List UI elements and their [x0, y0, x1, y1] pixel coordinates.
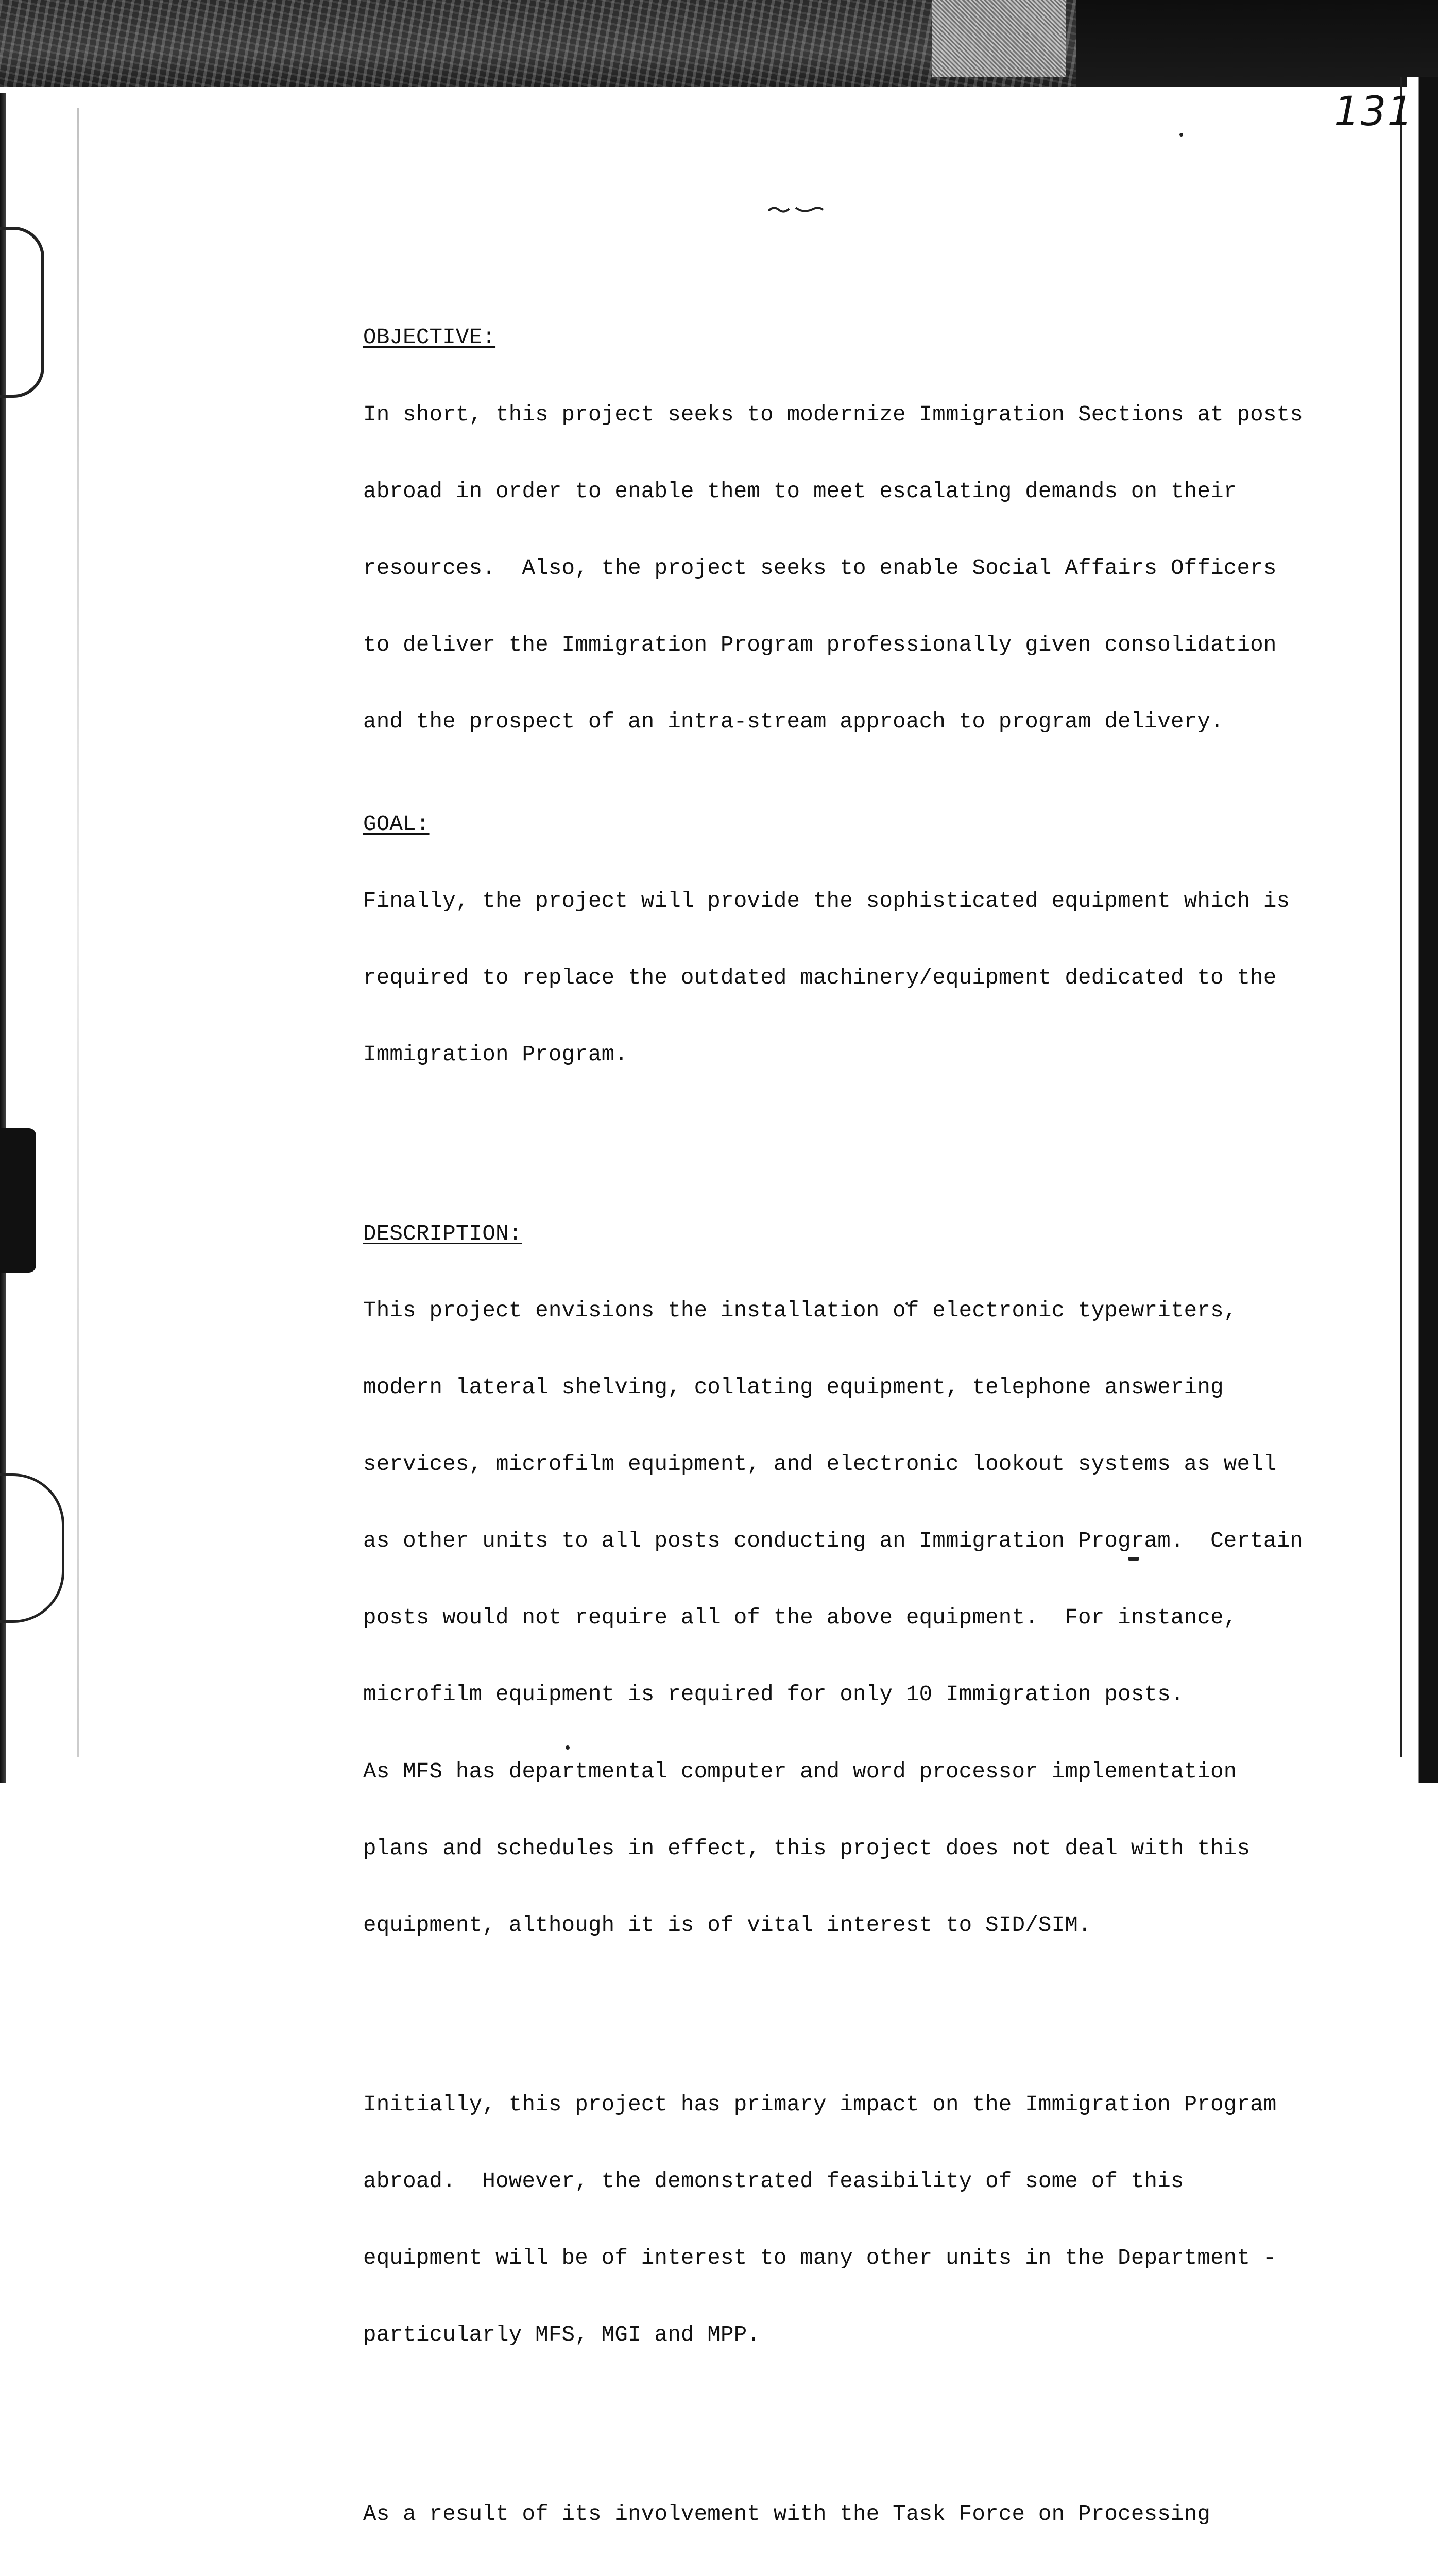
objective-line: resources. Also, the project seeks to enable Social Affairs Officers — [363, 555, 1277, 581]
goal-line: Immigration Program. — [363, 1042, 628, 1067]
scan-page-edge-line — [1400, 77, 1402, 1757]
description-heading: DESCRIPTION: — [363, 1221, 522, 1246]
description-line: services, microfilm equipment, and electronic lookout systems as well — [363, 1452, 1277, 1477]
binder-bar-shadow — [0, 1128, 36, 1273]
description-line: modern lateral shelving, collating equipment, telephone answering — [363, 1375, 1224, 1400]
description-line: equipment will be of interest to many other units in the Department - — [363, 2245, 1277, 2270]
scan-border-top-dark — [1076, 0, 1438, 87]
binder-clip-shadow — [0, 227, 44, 398]
description-line: abroad. However, the demonstrated feasibility of some of this — [363, 2168, 1184, 2194]
objective-heading: OBJECTIVE: — [363, 325, 496, 350]
handwritten-page-number: 131 — [1334, 89, 1414, 135]
scan-fold-line — [77, 108, 79, 1757]
objective-line: abroad in order to enable them to meet escalating demands on their — [363, 479, 1237, 504]
goal-line: Finally, the project will provide the sophisticated equipment which is — [363, 888, 1290, 913]
description-line: as other units to all posts conducting an Immigration Program. Certain — [363, 1529, 1303, 1554]
scan-border-right — [1407, 77, 1438, 1783]
description-line: This project envisions the installation of electronic typewriters, — [363, 1298, 1237, 1323]
description-line: posts would not require all of the above equipment. For instance, — [363, 1605, 1237, 1631]
objective-line: to deliver the Immigration Program professionally given consolidation — [363, 632, 1277, 657]
objective-line: In short, this project seeks to modernize Immigration Sections at posts — [363, 402, 1303, 427]
description-line: As MFS has departmental computer and word processor implementation — [363, 1759, 1237, 1784]
goal-line: required to replace the outdated machinery/equipment dedicated to the — [363, 965, 1277, 990]
goal-heading: GOAL: — [363, 811, 430, 837]
binder-curve-shadow — [0, 1473, 64, 1623]
scan-noise-patch — [932, 0, 1066, 77]
description-line: As a result of its involvement with the Task Force on Processing — [363, 2501, 1211, 2527]
document-body — [363, 274, 1303, 2576]
description-line: particularly MFS, MGI and MPP. — [363, 2322, 761, 2347]
description-line: equipment, although it is of vital interest to SID/SIM. — [363, 1912, 1091, 1938]
description-line: microfilm equipment is required for only 10 Immigration posts. — [363, 1682, 1184, 1707]
description-line: plans and schedules in effect, this project does not deal with this — [363, 1836, 1251, 1861]
scribble-mark — [767, 204, 824, 216]
description-line: Initially, this project has primary impact on the Immigration Program — [363, 2092, 1277, 2117]
scan-speck — [1179, 133, 1183, 137]
objective-line: and the prospect of an intra-stream approach to program delivery. — [363, 709, 1224, 734]
